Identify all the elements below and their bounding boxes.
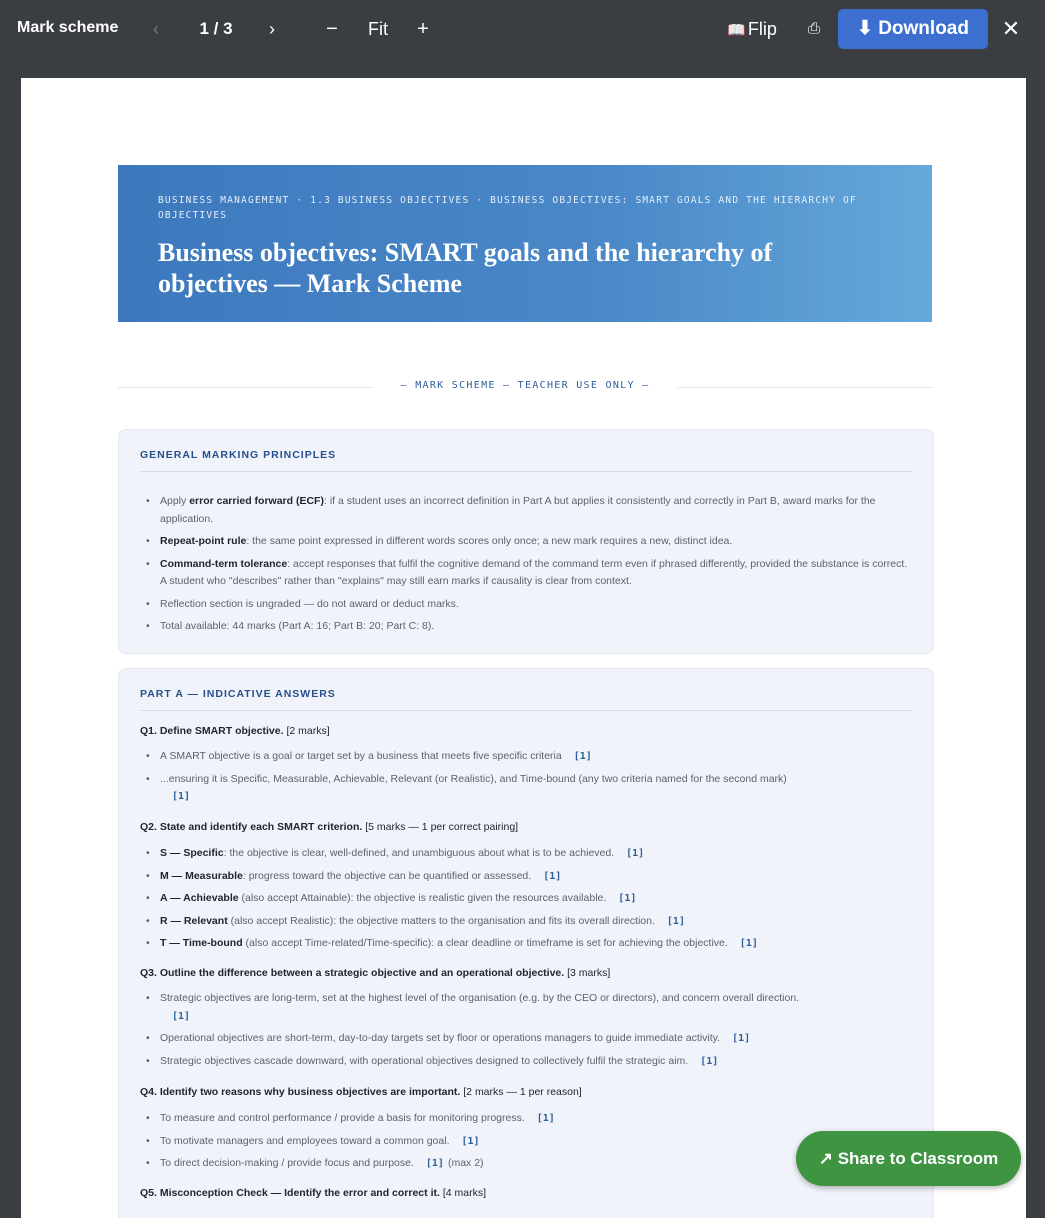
card-heading: GENERAL MARKING PRINCIPLES <box>140 449 912 472</box>
download-icon: ⬇ <box>857 18 873 39</box>
divider-line-right <box>677 387 932 388</box>
flip-label: Flip <box>747 19 777 39</box>
list-item: • A — Achievable (also accept Attainable): the objective is realistic given the resources available. [1] <box>140 890 910 908</box>
list-item: • Repeat-point rule: the same point expressed in different words scores only once; a new mark requires a new, distinct idea. <box>140 533 910 551</box>
page-indicator: 1 / 3 <box>199 19 233 38</box>
list-item: • Apply error carried forward (ECF): if a student uses an incorrect definition in Part A but applies it consistently and correctly in Part B, award marks for the application. <box>140 493 910 528</box>
close-button[interactable] <box>995 14 1027 44</box>
list-item: • Command-term tolerance: accept responses that fulfil the cognitive demand of the command term even if phrased differently, provided the substance is correct. A student who "describes" rather than "explains" may still earn marks if causality is clear from context. <box>140 556 910 591</box>
question-heading: Q1. Define SMART objective. [2 marks] <box>140 725 330 737</box>
next-page-button[interactable]: › <box>269 19 275 39</box>
question-heading: Q2. State and identify each SMART criterion. [5 marks — 1 per correct pairing] <box>140 821 519 833</box>
list-item: • To measure and control performance / provide a basis for monitoring progress. [1] <box>140 1110 910 1128</box>
print-icon: ⎙ <box>807 20 820 37</box>
q3-answers <box>140 990 910 1075</box>
list-item: • S — Specific: the objective is clear, well-defined, and unambiguous about what is to be achieved. [1] <box>140 845 910 863</box>
divider-label: — MARK SCHEME — TEACHER USE ONLY — <box>400 380 650 391</box>
close-icon: ✕ <box>1001 16 1021 41</box>
list-item: • Total available: 44 marks (Part A: 16; Part B: 20; Part C: 8). <box>140 618 910 636</box>
divider-line-left <box>118 387 373 388</box>
list-item: • To motivate managers and employees toward a common goal. [1] <box>140 1133 910 1151</box>
list-item: • T — Time-bound (also accept Time-related/Time-specific): a clear deadline or timeframe is set for achieving the objective. [1] <box>140 935 910 953</box>
list-item: • Strategic objectives cascade downward, with operational objectives designed to collectively fulfil the strategic aim. [1] <box>140 1053 910 1071</box>
list-item: • Strategic objectives are long-term, set at the highest level of the organisation (e.g. by the CEO or directors), and concern overall direction. [1] <box>140 990 910 1025</box>
list-item: • To direct decision-making / provide focus and purpose. [1] (max 2) <box>140 1155 910 1173</box>
share-to-classroom-button[interactable] <box>796 1131 1021 1186</box>
breadcrumb: BUSINESS MANAGEMENT · 1.3 BUSINESS OBJECTIVES · BUSINESS OBJECTIVES: SMART GOALS AND THE HIERARCHY OF OBJECTIVES <box>158 195 857 221</box>
q2-answers <box>140 845 910 958</box>
share-arrow-icon: ↗ <box>818 1149 833 1168</box>
list-item: • Operational objectives are short-term, day-to-day targets set by floor or operations managers to guide immediate activity. [1] <box>140 1030 910 1048</box>
question-heading: Q5. Misconception Check — Identify the error and correct it. [4 marks] <box>140 1187 487 1199</box>
document-header <box>118 165 932 322</box>
q1-answers <box>140 748 910 811</box>
download-button[interactable] <box>838 9 988 49</box>
card-heading: PART A — INDICATIVE ANSWERS <box>140 688 912 711</box>
flip-button[interactable] <box>722 14 782 44</box>
general-principles-card <box>118 429 934 654</box>
list-item: • Reflection section is ungraded — do not award or deduct marks. <box>140 596 910 614</box>
list-item: • A SMART objective is a goal or target set by a business that meets five specific criteria [1] <box>140 748 910 766</box>
question-heading: Q4. Identify two reasons why business objectives are important. [2 marks — 1 per reason] <box>140 1086 582 1098</box>
previous-page-button[interactable]: ‹ <box>153 19 159 39</box>
principles-list <box>140 493 910 641</box>
question-heading: Q3. Outline the difference between a strategic objective and an operational objective. [3 marks] <box>140 967 611 979</box>
print-button[interactable] <box>800 14 828 44</box>
viewer-toolbar <box>0 0 1045 58</box>
fit-button[interactable]: Fit <box>368 19 388 39</box>
page-title: Business objectives: SMART goals and the hierarchy of objectives — Mark Scheme <box>158 238 773 298</box>
list-item: • M — Measurable: progress toward the objective can be quantified or assessed. [1] <box>140 868 910 886</box>
teacher-divider <box>118 378 932 398</box>
list-item: • ...ensuring it is Specific, Measurable, Achievable, Relevant (or Realistic), and Time-bound (any two criteria named for the second mark) [1] <box>140 771 910 806</box>
zoom-out-button[interactable]: − <box>326 18 338 40</box>
download-label: Download <box>878 18 969 39</box>
document-page <box>21 78 1026 1218</box>
zoom-in-button[interactable]: + <box>417 18 429 40</box>
book-icon: 📖 <box>727 22 746 39</box>
viewer-title: Mark scheme <box>17 19 119 36</box>
q4-answers <box>140 1110 910 1178</box>
share-label: Share to Classroom <box>837 1149 999 1168</box>
list-item: • R — Relevant (also accept Realistic): the objective matters to the organisation and fits its overall direction. [1] <box>140 913 910 931</box>
